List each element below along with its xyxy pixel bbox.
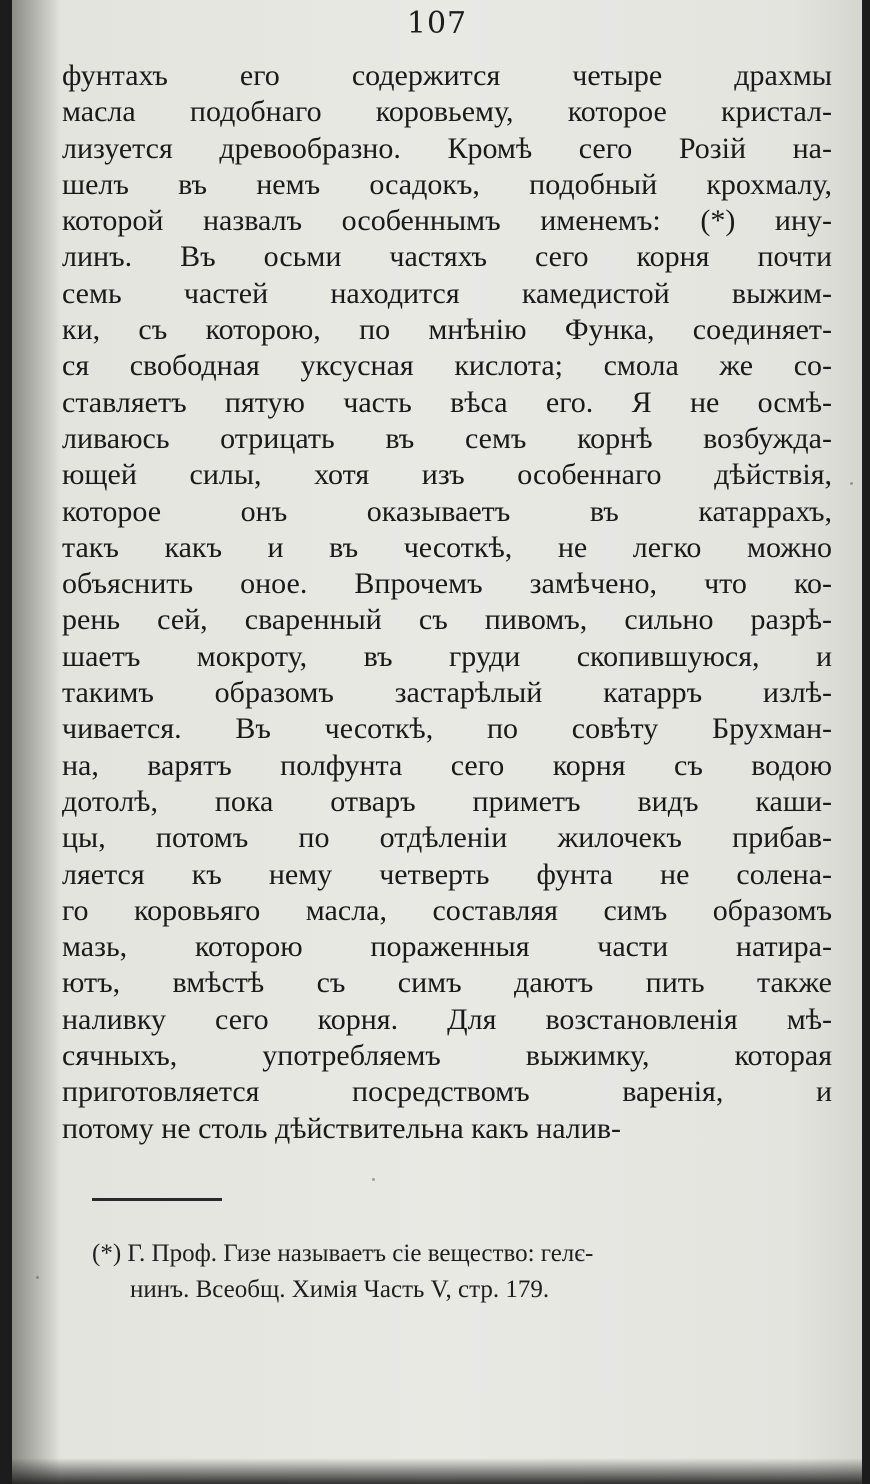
text-line: объяснить оное. Впрочемъ замѣчено, что ко- (62, 567, 832, 601)
footnote-separator (92, 1198, 222, 1201)
text-line: такимъ образомъ застарѣлый катарръ излѣ- (62, 676, 832, 710)
text-line: масла подобнаго коровьему, которое кристал- (62, 95, 832, 129)
gutter-shadow (12, 0, 60, 1484)
footnote (92, 1236, 832, 1308)
text-line: семь частей находится камедистой выжим- (62, 276, 832, 310)
text-line: шаетъ мокроту, въ груди скопившуюся, и (62, 639, 832, 673)
text-line: фунтахъ его содержится четыре драхмы (62, 59, 832, 92)
text-line: лизуется древообразно. Кромѣ сего Розій на- (62, 131, 832, 165)
text-line: на, варятъ полфунта сего корня съ водою (62, 748, 832, 782)
text-line: шелъ въ немъ осадокъ, подобный крохмалу, (62, 167, 832, 201)
text-line: которой назвалъ особеннымъ именемъ: (*) ину- (62, 204, 832, 238)
text-line: цы, потомъ по отдѣленіи жилочекъ прибав- (62, 821, 832, 855)
text-line: рень сей, сваренный съ пивомъ, сильно разрѣ- (62, 603, 832, 637)
text-line: чивается. Въ чесоткѣ, по совѣту Брухман- (62, 712, 832, 746)
text-line: мазь, которою пораженныя части натира- (62, 930, 832, 964)
footnote-line: нинъ. Всеобщ. Химія Часть V, стр. 179. (130, 1276, 550, 1303)
text-line: которое онъ оказываетъ въ катаррахъ, (62, 494, 832, 528)
text-line: го коровьяго масла, составляя симъ образомъ (62, 893, 832, 927)
text-line: ставляетъ пятую часть вѣса его. Я не осмѣ- (62, 385, 832, 419)
text-line: ляется къ нему четверть фунта не солена- (62, 857, 832, 891)
page-number: 107 (406, 6, 468, 41)
text-line: ющей силы, хотя изъ особеннаго дѣйствія, (62, 458, 832, 492)
paper-speck (850, 482, 853, 485)
bottom-shadow (12, 1458, 862, 1484)
text-line: наливку сего корня. Для возстановленія мѣ- (62, 1002, 832, 1036)
paper-speck (372, 1178, 375, 1181)
text-line: ся свободная уксусная кислота; смола же со- (62, 349, 832, 383)
text-line: потому не столь дѣйствительна какъ налив- (62, 1111, 621, 1145)
text-line: приготовляется посредствомъ варенія, и (62, 1075, 832, 1109)
paper-speck (36, 1276, 39, 1279)
text-line: ютъ, вмѣстѣ съ симъ даютъ пить также (62, 966, 832, 1000)
footnote-line: (*) Г. Проф. Гизе называетъ сіе вещество: гелє- (92, 1240, 594, 1267)
book-page (12, 0, 862, 1484)
text-line: ливаюсь отрицать въ семъ корнѣ возбужда- (62, 421, 832, 455)
body-text (62, 58, 832, 1147)
text-line: сячныхъ, употребляемъ выжимку, которая (62, 1039, 832, 1073)
text-line: линъ. Въ осьми частяхъ сего корня почти (62, 240, 832, 274)
text-line: дотолѣ, пока отваръ приметъ видъ каши- (62, 784, 832, 818)
text-line: такъ какъ и въ чесоткѣ, не легко можно (62, 530, 832, 564)
text-line: ки, съ которою, по мнѣнію Функа, соединяет- (62, 313, 832, 347)
